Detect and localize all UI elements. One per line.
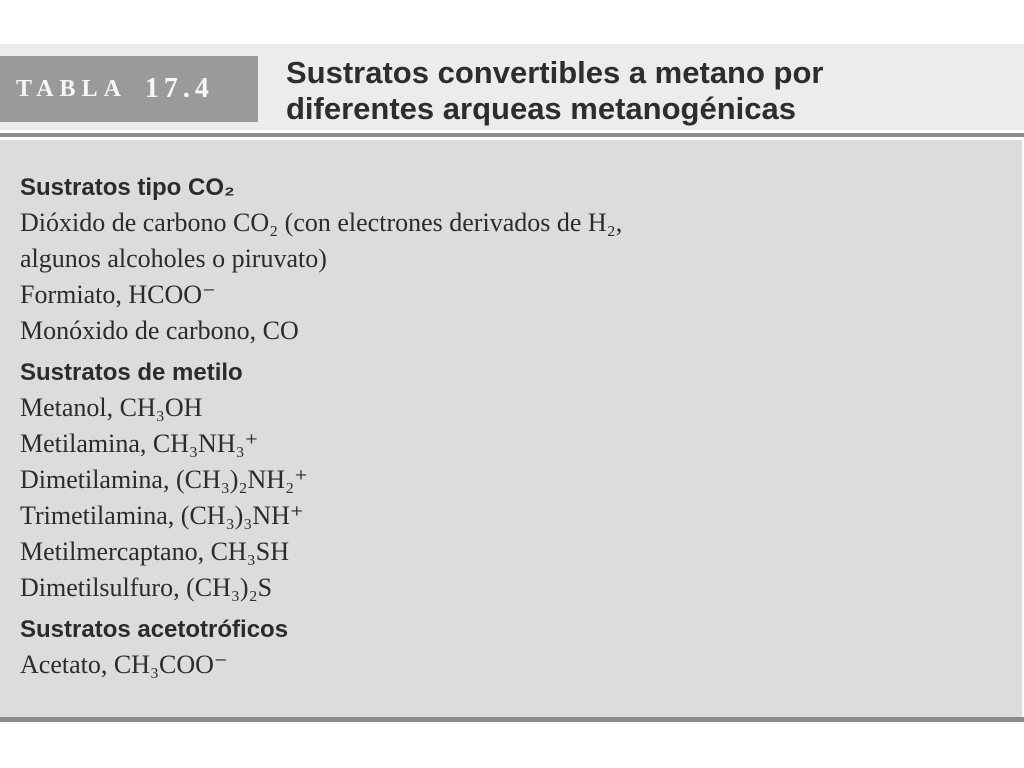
section-title: Sustratos acetotróficos: [20, 616, 289, 643]
section-title: Sustratos de metilo: [20, 359, 243, 386]
list-item: Dióxido de carbono CO₂ (con electrones derivados de H₂,: [20, 208, 623, 237]
table-title-line-1: Sustratos convertibles a metano por: [286, 55, 824, 90]
section-title: Sustratos tipo CO₂: [20, 174, 235, 201]
list-item: Metilmercaptano, CH₃SH: [20, 537, 290, 566]
section-methyl-substrates: [20, 357, 1000, 606]
list-item: Metilamina, CH₃NH₃⁺: [20, 429, 259, 458]
table-title-line-2: diferentes arqueas metanogénicas: [286, 91, 796, 126]
list-item: Metanol, CH₃OH: [20, 393, 203, 422]
top-divider: [0, 133, 1024, 137]
list-item: Dimetilsulfuro, (CH₃)₂S: [20, 573, 273, 602]
list-item: Acetato, CH₃COO⁻: [20, 650, 228, 679]
section-acetotrophic-substrates: [20, 614, 1000, 683]
table-number-tag: [0, 56, 258, 122]
table-tag-word: TABLA: [16, 75, 127, 102]
list-item: Formiato, HCOO⁻: [20, 280, 216, 309]
list-item: Monóxido de carbono, CO: [20, 316, 299, 345]
list-item: algunos alcoholes o piruvato): [20, 244, 327, 273]
table-title: [286, 55, 1006, 127]
bottom-divider: [0, 717, 1024, 722]
table-content: [20, 172, 1000, 691]
table-tag-number: 17.4: [144, 73, 214, 104]
list-item: Trimetilamina, (CH₃)₃NH⁺: [20, 501, 304, 530]
section-co2-substrates: [20, 172, 1000, 349]
list-item: Dimetilamina, (CH₃)₂NH₂⁺: [20, 465, 308, 494]
